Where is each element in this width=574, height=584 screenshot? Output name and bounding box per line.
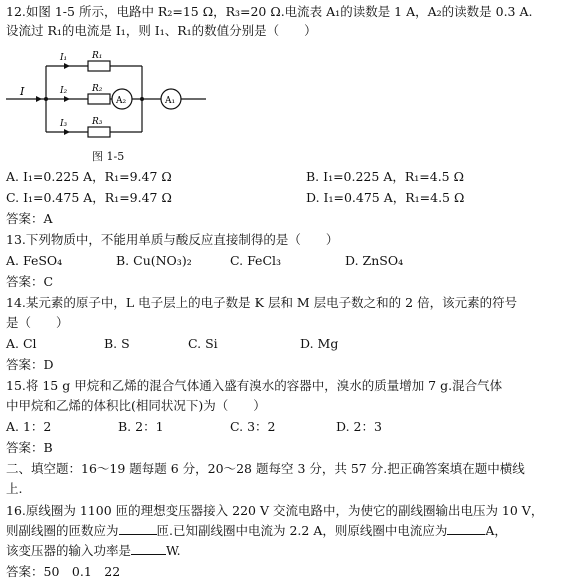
q16-text-c: A， xyxy=(485,523,507,538)
q12-option-b: B. I₁=0.225 A，R₁=4.5 Ω xyxy=(306,169,464,184)
q16-text-d: 该变压器的输入功率是 xyxy=(6,543,132,558)
q14-option-b: B. S xyxy=(104,336,130,351)
q14-option-a: A. Cl xyxy=(6,336,37,351)
label-a2: A₂ xyxy=(116,96,127,106)
q12-option-d: D. I₁=0.475 A，R₁=4.5 Ω xyxy=(306,190,465,205)
q15-stem-line1: 15.将 15 g 甲烷和乙烯的混合气体通入盛有溴水的容器中，溴水的质量增加 7 g.混合气体 xyxy=(6,378,503,393)
q14-option-c: C. Si xyxy=(188,336,218,351)
q13-option-a: A. FeSO₄ xyxy=(6,253,63,268)
label-r1: R₁ xyxy=(92,51,103,61)
q13-option-d: D. ZnSO₄ xyxy=(345,253,404,268)
label-i1: I₁ xyxy=(60,53,68,63)
q16-stem-line2 xyxy=(6,522,507,540)
q15-answer: 答案：B xyxy=(6,440,53,455)
q16-answer: 答案：50 0.1 22 xyxy=(6,564,121,579)
label-r3: R₃ xyxy=(92,117,103,127)
blank-input-power xyxy=(131,542,166,555)
q15-option-d: D. 2：3 xyxy=(336,419,382,434)
circuit-figure xyxy=(6,44,206,164)
q14-stem-line2: 是（ ） xyxy=(6,315,69,330)
label-i: I xyxy=(20,85,25,98)
q16-text-a: 则副线圈的匝数应为 xyxy=(6,523,119,538)
label-i3: I₃ xyxy=(60,119,68,129)
q13-option-b: B. Cu(NO₃)₂ xyxy=(116,253,192,268)
q13-option-c: C. FeCl₃ xyxy=(230,253,282,268)
q12-option-a: A. I₁=0.225 A，R₁=9.47 Ω xyxy=(6,169,172,184)
q12-stem-line2: 设流过 R₁的电流是 I₁，则 I₁、R₁的数值分别是（ ） xyxy=(6,23,317,38)
q15-stem-line2: 中甲烷和乙烯的体积比(相同状况下)为（ ） xyxy=(6,398,266,413)
section-heading-line2: 上. xyxy=(6,481,23,496)
blank-turns xyxy=(119,522,157,535)
label-r2: R₂ xyxy=(92,84,103,94)
q12-stem-line1: 12.如图 1-5 所示，电路中 R₂=15 Ω，R₃=20 Ω.电流表 A₁的读数是 1 A，A₂的读数是 0.3 A. xyxy=(6,4,533,19)
q12-option-c: C. I₁=0.475 A，R₁=9.47 Ω xyxy=(6,190,172,205)
q14-answer: 答案：D xyxy=(6,357,54,372)
q16-stem-line1: 16.原线圈为 1100 匝的理想变压器接入 220 V 交流电路中，为使它的副线圈输出电压为 10 V， xyxy=(6,503,544,518)
q16-text-e: W. xyxy=(166,543,181,558)
q14-option-d: D. Mg xyxy=(300,336,339,351)
q12-answer: 答案：A xyxy=(6,211,53,226)
q15-option-b: B. 2：1 xyxy=(118,419,164,434)
q13-answer: 答案：C xyxy=(6,274,54,289)
q16-text-b: 匝.已知副线圈中电流为 2.2 A，则原线圈中电流应为 xyxy=(156,523,448,538)
label-i2: I₂ xyxy=(60,86,68,96)
q15-option-a: A. 1：2 xyxy=(6,419,52,434)
q14-stem-line1: 14.某元素的原子中，L 电子层上的电子数是 K 层和 M 层电子数之和的 2 倍，该元素的符号 xyxy=(6,295,518,310)
q15-option-c: C. 3：2 xyxy=(230,419,276,434)
blank-primary-current xyxy=(447,522,485,535)
figure-caption: 图 1-5 xyxy=(92,150,125,163)
q13-stem: 13.下列物质中，不能用单质与酸反应直接制得的是（ ） xyxy=(6,232,339,247)
section-heading-line1: 二、填空题：16～19 题每题 6 分，20～28 题每空 3 分，共 57 分.把正确答案填在题中横线 xyxy=(6,461,525,476)
q16-stem-line3 xyxy=(6,542,181,560)
label-a1: A₁ xyxy=(165,96,176,106)
